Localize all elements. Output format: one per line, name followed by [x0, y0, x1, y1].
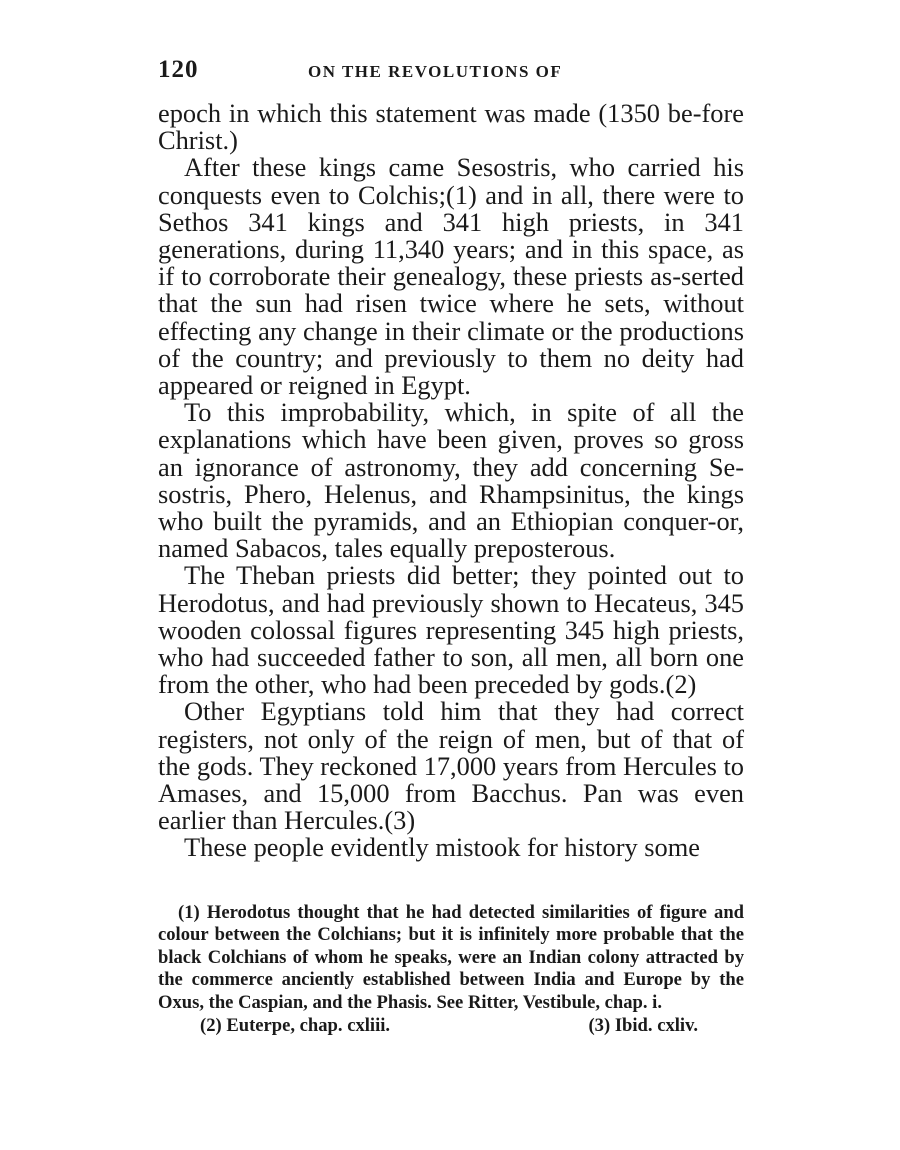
paragraph-sesostris: After these kings came Sesostris, who carried his conquests even to Colchis;(1) and in all, there were to Sethos 341 kings and 341 high priests, in 341 generations, during 11,340 years; and in this space, as if to corroborate their genealogy, these priests as-serted that the sun had risen twice where he sets, without effecting any change in their climate or the productions of the country; and previously to them no deity had appeared or reigned in Egypt.: [158, 152, 744, 401]
paragraph-egyptian-registers: Other Egyptians told him that they had correct registers, not only of the reign of men, but of that of the gods. They reckoned 17,000 years from Hercules to Amases, and 15,000 from Bacchus. Pan was even earlier than Hercules.(3): [158, 696, 744, 836]
paragraph-improbability: To this improbability, which, in spite of all the explanations which have been given, proves so gross an ignorance of astronomy, they add concerning Se-sostris, Phero, Helenus, and Rhampsinitus, the kings who built the pyramids, and an Ethiopian conquer-or, named Sabacos, tales equally preposterous.: [158, 397, 744, 564]
body-text: [158, 100, 744, 862]
footnote-1: (1) Herodotus thought that he had detected similarities of figure and colour between the Colchians; but it is infinitely more probable that the black Colchians of whom he speaks, were an Indian colony attracted by the commerce anciently established between India and Europe by the Oxus, the Caspian, and the Phasis. See Ritter, Vestibule, chap. i.: [158, 901, 744, 1014]
paragraph-continuation: epoch in which this statement was made (1350 be-fore Christ.): [158, 98, 744, 156]
footnote-row: [158, 1015, 744, 1038]
footnote-2: (2) Euterpe, chap. cxliii.: [200, 1014, 391, 1036]
running-title: ON THE REVOLUTIONS OF: [308, 62, 563, 81]
page-number: 120: [158, 56, 199, 83]
paragraph-history-mistake: These people evidently mistook for history some: [184, 832, 700, 863]
footnotes: [158, 902, 744, 1038]
footnote-3: (3) Ibid. cxliv.: [588, 1014, 698, 1036]
book-page: [158, 56, 744, 1037]
running-head: [158, 56, 744, 90]
paragraph-theban-priests: The Theban priests did better; they pointed out to Herodotus, and had previously shown to Hecateus, 345 wooden colossal figures representing 345 high priests, who had succeeded father to son, all men, all born one from the other, who had been preceded by gods.(2): [158, 560, 744, 700]
